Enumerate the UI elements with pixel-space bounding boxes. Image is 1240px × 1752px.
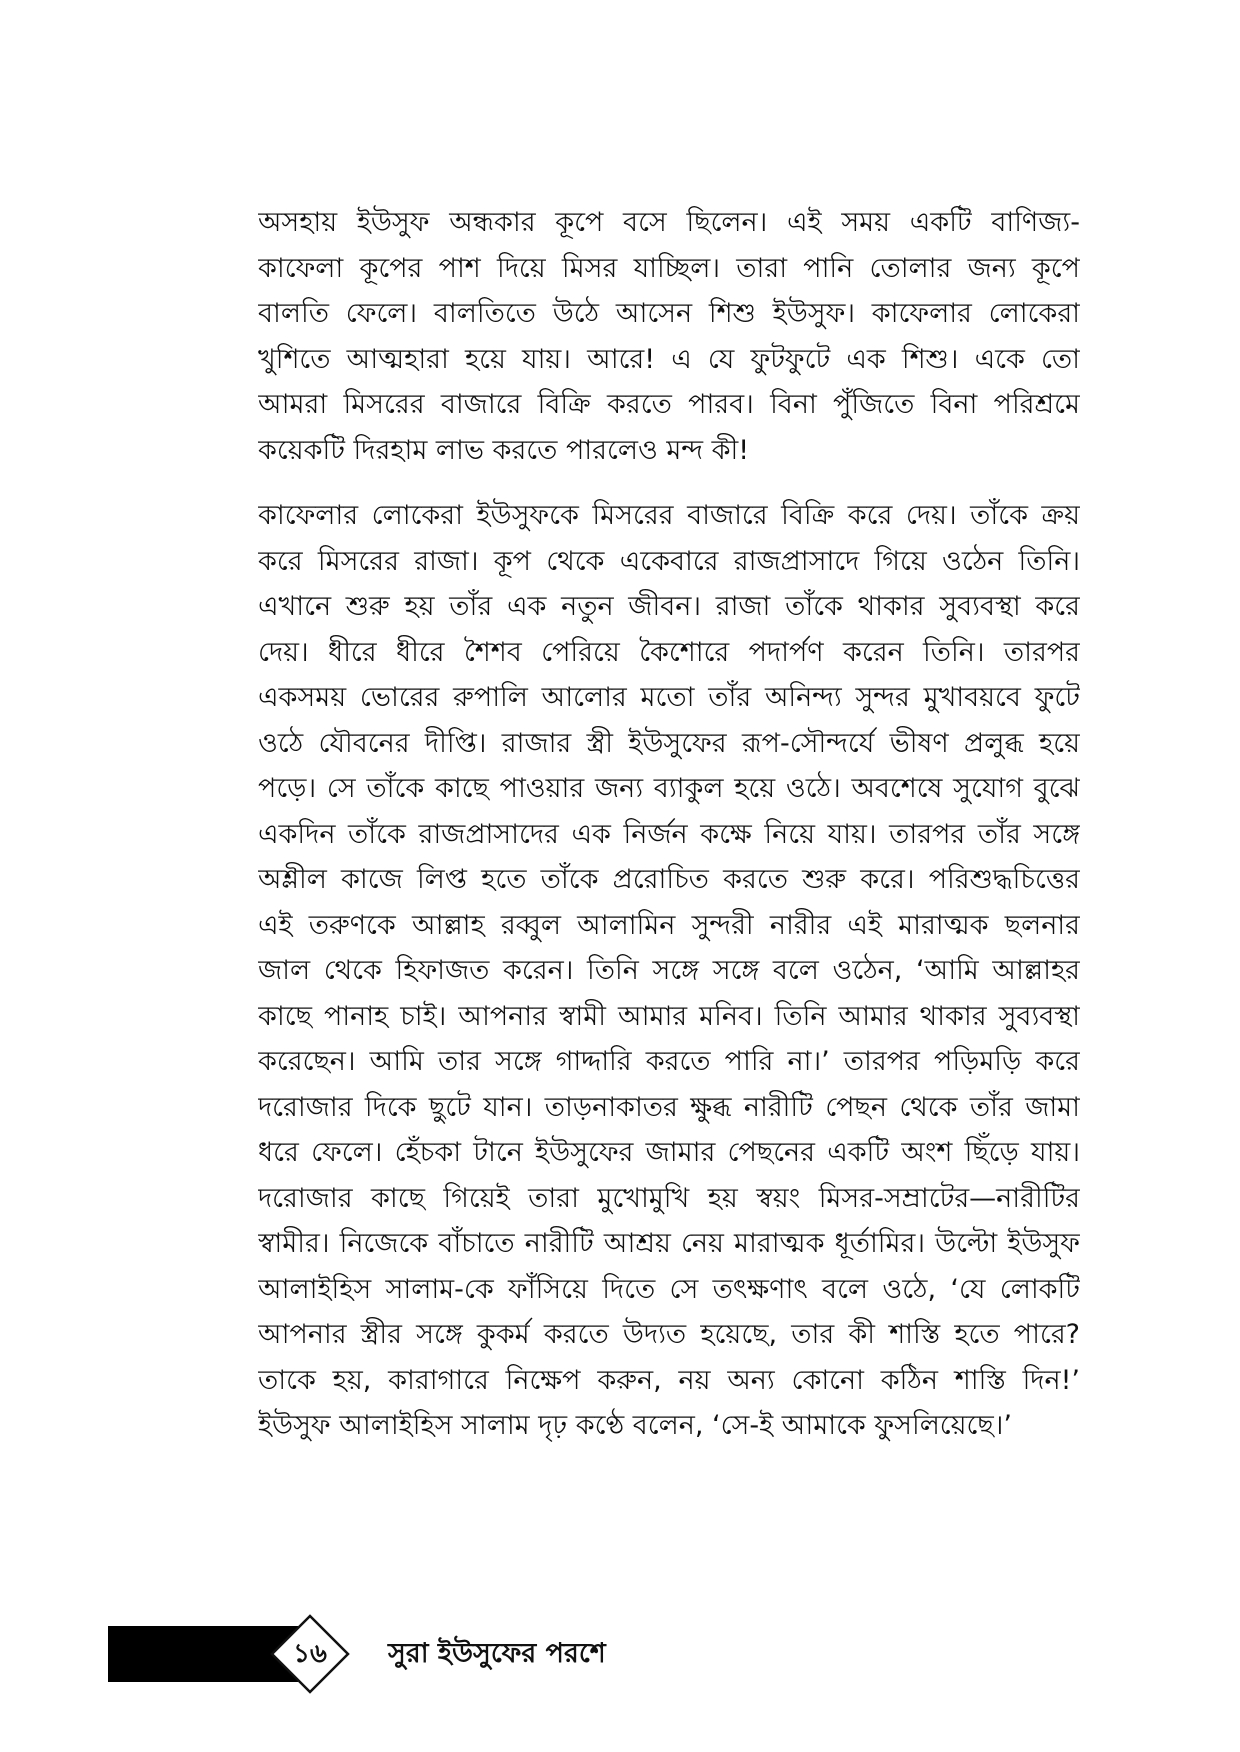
text-line: একসময় ভোরের রুপালি আলোর মতো তাঁর অনিন্দ্য সুন্দর মুখাবয়বে ফুটে — [258, 682, 1080, 713]
text-line: স্বামীর। নিজেকে বাঁচাতে নারীটি আশ্রয় নেয় মারাত্মক ধূর্তামির। উল্টো ইউসুফ — [258, 1228, 1080, 1259]
text-line: কাছে পানাহ চাই। আপনার স্বামী আমার মনিব। তিনি আমার থাকার সুব্যবস্থা — [258, 1000, 1080, 1032]
paragraph-2 — [258, 493, 1080, 1449]
text-line: অসহায় ইউসুফ অন্ধকার কূপে বসে ছিলেন। এই সময় একটি বাণিজ্য- — [258, 207, 1080, 238]
paragraph-1 — [258, 200, 1080, 473]
running-title: সুরা ইউসুফের পরশে — [388, 1638, 606, 1669]
text-line: এখানে শুরু হয় তাঁর এক নতুন জীবন। রাজা তাঁকে থাকার সুব্যবস্থা করে — [258, 591, 1080, 622]
text-line: দেয়। ধীরে ধীরে শৈশব পেরিয়ে কৈশোরে পদার্পণ করেন তিনি। তারপর — [258, 636, 1080, 668]
text-line: ধরে ফেলে। হেঁচকা টানে ইউসুফের জামার পেছনের একটি অংশ ছিঁড়ে যায়। — [258, 1137, 1080, 1168]
text-line: ইউসুফ আলাইহিস সালাম দৃঢ় কণ্ঠে বলেন, ‘সে-ই আমাকে ফুসলিয়েছে।’ — [258, 1410, 1013, 1441]
text-line: আপনার স্ত্রীর সঙ্গে কুকর্ম করতে উদ্যত হয়েছে, তার কী শাস্তি হতে পারে? — [258, 1319, 1080, 1350]
text-line: আলাইহিস সালাম-কে ফাঁসিয়ে দিতে সে তৎক্ষণাৎ বলে ওঠে, ‘যে লোকটি — [258, 1273, 1080, 1305]
text-line: খুশিতে আত্মহারা হয়ে যায়। আরে! এ যে ফুটফুটে এক শিশু। একে তো — [258, 343, 1080, 375]
text-line: কয়েকটি দিরহাম লাভ করতে পারলেও মন্দ কী! — [258, 434, 750, 466]
body-text — [258, 200, 1080, 1449]
text-line: বালতি ফেলে। বালতিতে উঠে আসেন শিশু ইউসুফ। কাফেলার লোকেরা — [258, 298, 1080, 329]
text-line: কাফেলা কূপের পাশ দিয়ে মিসর যাচ্ছিল। তারা পানি তোলার জন্য কূপে — [258, 252, 1080, 284]
text-line: কাফেলার লোকেরা ইউসুফকে মিসরের বাজারে বিক্রি করে দেয়। তাঁকে ক্রয় — [258, 500, 1080, 531]
text-line: পড়ে। সে তাঁকে কাছে পাওয়ার জন্য ব্যাকুল হয়ে ওঠে। অবশেষে সুযোগ বুঝে — [258, 773, 1080, 804]
text-line: করেছেন। আমি তার সঙ্গে গাদ্দারি করতে পারি না।’ তারপর পড়িমড়ি করে — [258, 1046, 1080, 1077]
text-line: তাকে হয়, কারাগারে নিক্ষেপ করুন, নয় অন্য কোনো কঠিন শাস্তি দিন!’ — [258, 1364, 1080, 1396]
text-line: দরোজার কাছে গিয়েই তারা মুখোমুখি হয় স্বয়ং মিসর-সম্রাটের—নারীটির — [258, 1182, 1080, 1214]
text-line: একদিন তাঁকে রাজপ্রাসাদের এক নির্জন কক্ষে নিয়ে যায়। তারপর তাঁর সঙ্গে — [258, 818, 1080, 850]
text-line: আমরা মিসরের বাজারে বিক্রি করতে পারব। বিনা পুঁজিতে বিনা পরিশ্রমে — [258, 389, 1080, 420]
text-line: ওঠে যৌবনের দীপ্তি। রাজার স্ত্রী ইউসুফের রূপ-সৌন্দর্যে ভীষণ প্রলুব্ধ হয়ে — [258, 727, 1080, 759]
text-line: করে মিসরের রাজা। কূপ থেকে একেবারে রাজপ্রাসাদে গিয়ে ওঠেন তিনি। — [258, 545, 1080, 577]
page-number-badge — [270, 1614, 350, 1694]
page-number: ১৬ — [293, 1639, 327, 1669]
text-line: অশ্লীল কাজে লিপ্ত হতে তাঁকে প্ররোচিত করতে শুরু করে। পরিশুদ্ধচিত্তের — [258, 864, 1080, 895]
text-line: এই তরুণকে আল্লাহ রব্বুল আলামিন সুন্দরী নারীর এই মারাত্মক ছলনার — [258, 909, 1080, 941]
text-line: দরোজার দিকে ছুটে যান। তাড়নাকাতর ক্ষুব্ধ নারীটি পেছন থেকে তাঁর জামা — [258, 1091, 1080, 1123]
text-line: জাল থেকে হিফাজত করেন। তিনি সঙ্গে সঙ্গে বলে ওঠেন, ‘আমি আল্লাহর — [258, 955, 1080, 986]
